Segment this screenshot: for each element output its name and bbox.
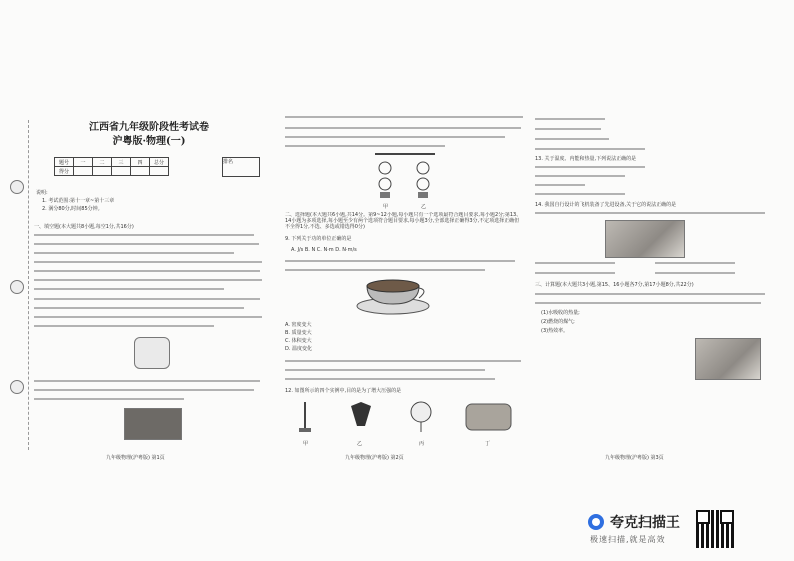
brand-slogan: 极速扫描,就是高效 bbox=[590, 535, 666, 544]
text-line bbox=[34, 325, 214, 327]
option-text: C. 体积变大 bbox=[285, 338, 312, 344]
text-line bbox=[34, 389, 254, 391]
notes-heading: 说明: bbox=[36, 190, 48, 196]
score-header: 四 bbox=[131, 158, 150, 167]
binding-hole bbox=[10, 380, 24, 394]
figure-label: 甲 bbox=[383, 204, 389, 210]
score-header: 二 bbox=[93, 158, 112, 167]
sub-question: (3)热效率。 bbox=[541, 328, 569, 334]
page-2 bbox=[285, 112, 525, 492]
text-line bbox=[34, 288, 224, 290]
question-options: A. J/s B. N C. N·m D. N·m/s bbox=[291, 247, 357, 253]
text-line bbox=[285, 145, 445, 147]
pulley-figure bbox=[365, 152, 445, 202]
score-cell[interactable] bbox=[112, 167, 131, 176]
sub-question: (2)燃烧的煤气; bbox=[541, 319, 575, 325]
question-text: 9. 下列关于功的单位正确的是 bbox=[285, 236, 352, 242]
text-line bbox=[285, 136, 505, 138]
text-line bbox=[285, 369, 485, 371]
aircraft-photo bbox=[605, 220, 685, 258]
text-line bbox=[535, 184, 585, 186]
section-heading: 一、填空题(本大题共8小题,每空1分,共16分) bbox=[34, 224, 134, 230]
score-header: 一 bbox=[74, 158, 93, 167]
binding-hole bbox=[10, 280, 24, 294]
text-line bbox=[535, 138, 609, 140]
rank-box bbox=[222, 157, 260, 177]
notes-line: 2. 满分80分,时间85分钟。 bbox=[42, 206, 103, 212]
text-line bbox=[285, 116, 523, 118]
text-line bbox=[34, 298, 260, 300]
text-line bbox=[285, 269, 485, 271]
figure-label: 乙 bbox=[357, 441, 363, 447]
exam-subtitle: 沪粤版·物理(一) bbox=[112, 136, 186, 147]
score-header: 总分 bbox=[150, 158, 169, 167]
score-cell[interactable] bbox=[74, 167, 93, 176]
page-footer: 九年级物理(沪粤版) 第3页 bbox=[605, 455, 664, 461]
text-line bbox=[34, 252, 234, 254]
score-cell[interactable] bbox=[93, 167, 112, 176]
text-line bbox=[34, 270, 260, 272]
rank-label: 排名 bbox=[223, 159, 234, 165]
page-3 bbox=[535, 112, 775, 492]
figure-label: 甲 bbox=[303, 441, 309, 447]
text-line bbox=[34, 307, 244, 309]
option-text: A. 密度变大 bbox=[285, 322, 312, 328]
text-line bbox=[34, 316, 262, 318]
stove-photo bbox=[695, 338, 761, 380]
flask-figure bbox=[134, 337, 170, 369]
text-line bbox=[655, 272, 735, 274]
text-line bbox=[535, 128, 601, 130]
text-line bbox=[285, 260, 515, 262]
text-line bbox=[34, 261, 262, 263]
score-header: 题号 bbox=[55, 158, 74, 167]
text-line bbox=[34, 398, 184, 400]
score-table bbox=[54, 157, 169, 176]
text-line bbox=[34, 234, 254, 236]
text-line bbox=[535, 118, 605, 120]
text-line bbox=[34, 243, 259, 245]
option-text: D. 温度变化 bbox=[285, 346, 313, 352]
figure-label: 丙 bbox=[419, 441, 425, 447]
scanner-watermark bbox=[582, 508, 692, 548]
qr-code-icon[interactable] bbox=[696, 510, 734, 548]
text-line bbox=[535, 302, 761, 304]
four-examples-figure bbox=[291, 398, 521, 438]
score-header: 三 bbox=[112, 158, 131, 167]
binding-hole bbox=[10, 180, 24, 194]
section-heading: 三、计算题(本大题共3小题,第15、16小题各7分,第17小题8分,共22分) bbox=[535, 282, 694, 288]
page-1 bbox=[34, 112, 264, 492]
quark-logo-icon bbox=[588, 514, 604, 530]
score-row-label: 得分 bbox=[55, 167, 74, 176]
text-line bbox=[535, 148, 645, 150]
text-line bbox=[285, 360, 521, 362]
figure-label: 丁 bbox=[485, 441, 491, 447]
text-line bbox=[535, 166, 645, 168]
binding-strip bbox=[6, 120, 29, 450]
page-footer: 九年级物理(沪粤版) 第2页 bbox=[345, 455, 404, 461]
text-line bbox=[535, 272, 615, 274]
page-footer: 九年级物理(沪粤版) 第1页 bbox=[106, 455, 165, 461]
text-line bbox=[535, 175, 625, 177]
rocket-photo bbox=[124, 408, 182, 440]
text-line bbox=[34, 279, 262, 281]
exam-title: 江西省九年级阶段性考试卷 bbox=[89, 122, 209, 133]
figure-label: 乙 bbox=[421, 204, 427, 210]
text-line bbox=[655, 262, 735, 264]
option-text: B. 质量变大 bbox=[285, 330, 312, 336]
text-line bbox=[535, 262, 615, 264]
notes-line: 1. 考试范围:第十一章~第十三章 bbox=[42, 198, 115, 204]
question-text: 12. 如图所示的四个实例中,目的是为了增大压强的是 bbox=[285, 388, 402, 394]
sub-question: (1)水吸收的热量; bbox=[541, 310, 580, 316]
text-line bbox=[285, 378, 495, 380]
section-heading: 二、选择题(本大题共6小题,共14分。第9~12小题,每小题只有一个选项最符合题目要求,每小题2分;第13、14小题为多项选择,每小题至少有两个选项符合题目要求,每小题3分,全部选择正确得3分,不定项选择正确但不全得1分,不选、多选或错选得0分) bbox=[285, 212, 522, 230]
text-line bbox=[535, 293, 765, 295]
text-line bbox=[535, 212, 765, 214]
coffee-cup-figure bbox=[353, 276, 433, 316]
text-line bbox=[285, 127, 521, 129]
text-line bbox=[34, 380, 260, 382]
question-text: 13. 关于温度、内能和热量,下列说法正确的是 bbox=[535, 156, 637, 162]
score-cell[interactable] bbox=[150, 167, 169, 176]
brand-name: 夸克扫描王 bbox=[610, 515, 680, 531]
question-text: 14. 我国自行设计的飞机装备了先进设备,关于它的说法正确的是 bbox=[535, 202, 677, 208]
text-line bbox=[535, 193, 625, 195]
score-cell[interactable] bbox=[131, 167, 150, 176]
